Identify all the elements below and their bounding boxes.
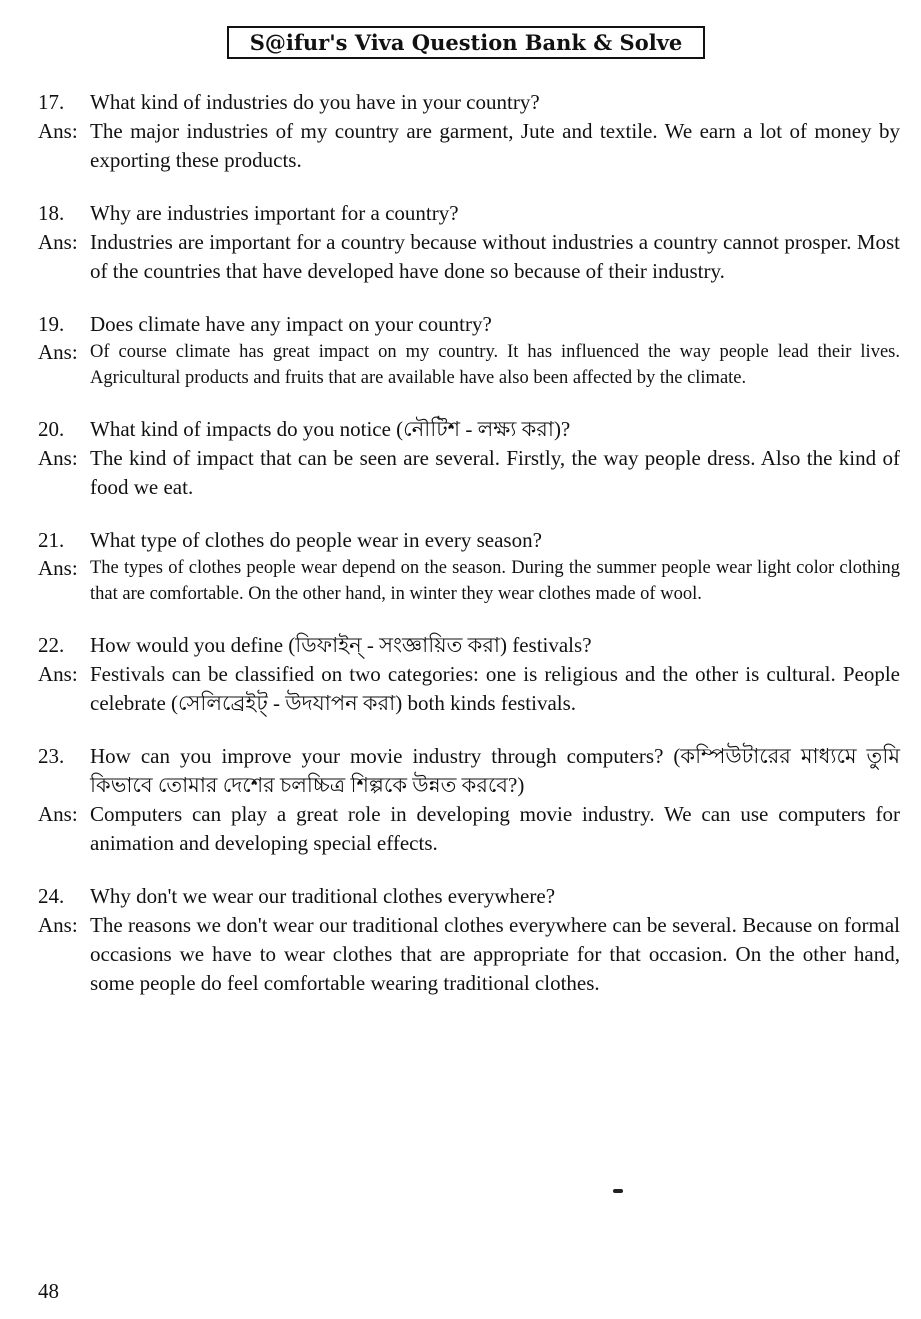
page-number: 48	[38, 1279, 59, 1303]
question	[38, 415, 900, 444]
answer-label: Ans:	[38, 913, 78, 937]
answer-text: The kind of impact that can be seen are several. Firstly, the way people dress. Also the kind of food we eat.	[90, 446, 900, 499]
question	[38, 631, 900, 660]
qa-item-17	[38, 88, 900, 175]
question	[38, 526, 900, 555]
page-header-title: S@ifur's Viva Question Bank & Solve	[227, 26, 705, 59]
qa-item-19	[38, 310, 900, 391]
answer-label: Ans:	[38, 662, 78, 686]
question-number: 24.	[38, 884, 65, 908]
qa-item-21	[38, 526, 900, 607]
question-number: 22.	[38, 633, 65, 657]
answer-text: Computers can play a great role in developing movie industry. We can use computers for animation and developing special effects.	[90, 802, 900, 855]
answer	[38, 339, 900, 391]
question-text: How would you define (ডিফাইন্ - সংজ্ঞায়িত করা) festivals?	[90, 633, 592, 657]
print-mark	[613, 1189, 623, 1193]
answer-label: Ans:	[38, 119, 78, 143]
answer	[38, 911, 900, 998]
question-number: 20.	[38, 417, 65, 441]
question-text: How can you improve your movie industry through computers? (কম্পিউটারের মাধ্যমে তুমি কিভাবে তোমার দেশের চলচ্চিত্র শিল্পকে উন্নত করবে?)	[90, 744, 900, 797]
question-text: Why are industries important for a country?	[90, 201, 459, 225]
question-number: 18.	[38, 201, 65, 225]
answer-label: Ans:	[38, 556, 78, 580]
question-number: 21.	[38, 528, 65, 552]
question	[38, 310, 900, 339]
question	[38, 88, 900, 117]
answer-text: Industries are important for a country because without industries a country cannot prosper. Most of the countries that have developed have done so because of their industry.	[90, 230, 900, 283]
question	[38, 199, 900, 228]
qa-item-22	[38, 631, 900, 718]
question	[38, 882, 900, 911]
question-number: 19.	[38, 312, 65, 336]
answer	[38, 444, 900, 502]
question-text: Why don't we wear our traditional clothes everywhere?	[90, 884, 556, 908]
answer-label: Ans:	[38, 230, 78, 254]
qa-item-23	[38, 742, 900, 858]
question-number: 23.	[38, 744, 65, 768]
answer-text: The types of clothes people wear depend on the season. During the summer people wear light color clothing that are comfortable. On the other hand, in winter they wear clothes made of wool.	[90, 558, 900, 604]
answer-label: Ans:	[38, 446, 78, 470]
answer-label: Ans:	[38, 802, 78, 826]
question-text: What kind of impacts do you notice (নৌটিশ - লক্ষ্য করা)?	[90, 417, 571, 441]
question-text: What type of clothes do people wear in every season?	[90, 528, 542, 552]
answer-text: Festivals can be classified on two categories: one is religious and the other is cultural. People celebrate (সেলিব্রেইট্ - উদযাপন করা) both kinds festivals.	[90, 662, 900, 715]
answer	[38, 117, 900, 175]
answer	[38, 800, 900, 858]
answer-text: Of course climate has great impact on my country. It has influenced the way people lead their lives. Agricultural products and fruits that are available have also been affected by the climate.	[90, 342, 900, 388]
question-number: 17.	[38, 90, 65, 114]
answer-label: Ans:	[38, 340, 78, 364]
answer	[38, 660, 900, 718]
answer	[38, 555, 900, 607]
question-text: What kind of industries do you have in your country?	[90, 90, 540, 114]
qa-item-18	[38, 199, 900, 286]
qa-item-24	[38, 882, 900, 998]
question	[38, 742, 900, 800]
answer-text: The major industries of my country are garment, Jute and textile. We earn a lot of money by exporting these products.	[90, 119, 900, 172]
qa-list	[38, 88, 900, 1022]
answer	[38, 228, 900, 286]
answer-text: The reasons we don't wear our traditional clothes everywhere can be several. Because on formal occasions we have to wear clothes that are appropriate for that occasion. On the other hand, some people do feel comfortable wearing traditional clothes.	[90, 913, 900, 995]
question-text: Does climate have any impact on your country?	[90, 312, 492, 336]
qa-item-20	[38, 415, 900, 502]
